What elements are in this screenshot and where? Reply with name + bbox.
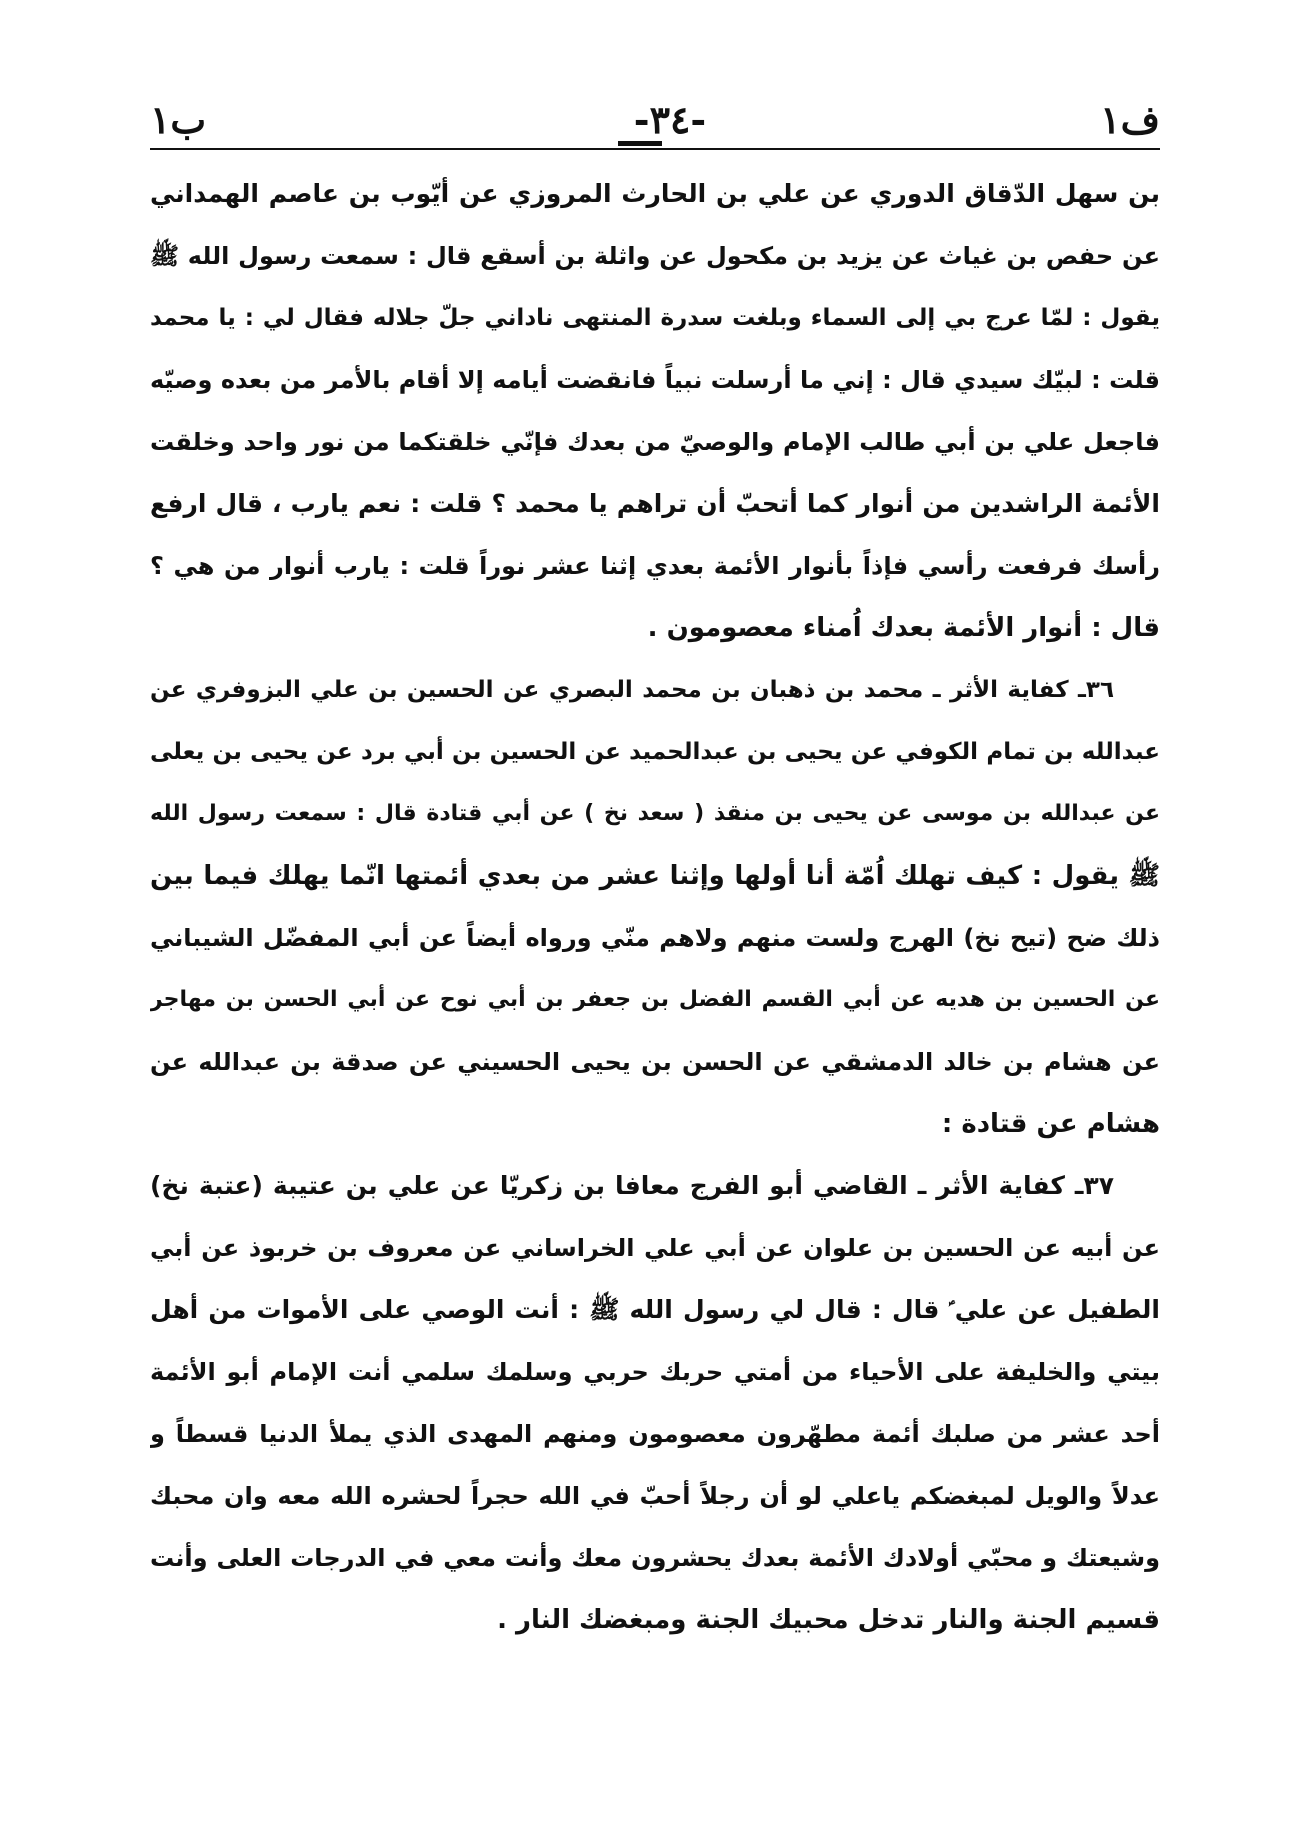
text-line: عبدالله بن تمام الكوفي عن يحيى بن عبدالحميد عن الحسين بن أبي برد عن يحيى بن يعلى — [150, 739, 1160, 765]
text-line: هشام عن قتادة : — [941, 1109, 1160, 1139]
text-line: وشيعتك و محبّي أولادك الأئمة بعدك يحشرون معك وأنت معي في الدرجات العلى وأنت — [150, 1544, 1160, 1572]
header-rule — [150, 148, 1160, 150]
text-line: أحد عشر من صلبك أئمة مطهّرون معصومون ومنهم المهدى الذي يملأ الدنيا قسطاً و — [150, 1420, 1160, 1448]
text-line: قال : أنوار الأئمة بعدك اُمناء معصومون . — [647, 613, 1160, 643]
header-rule-mark — [618, 141, 662, 146]
text-line: فاجعل علي بن أبي طالب الإمام والوصيّ من بعدك فإنّي خلقتكما من نور واحد وخلقت — [150, 428, 1160, 456]
text-line: الطفيل عن علي ؑ قال : قال لي رسول الله ﷺ : أنت الوصي على الأموات من أهل — [150, 1295, 1160, 1324]
text-line: قلت : لبيّك سيدي قال : إني ما أرسلت نبياً فانقضت أيامه إلا أقام بالأمر من بعده وصيّه — [150, 366, 1160, 394]
text-line: ﷺ يقول : كيف تهلك اُمّة أنا أولها وإثنا عشر من بعدي أئمتها انّما يهلك فيما بين — [150, 861, 1160, 891]
page-number: -٣٤- — [633, 97, 707, 142]
text-line: قسيم الجنة والنار تدخل محبيك الجنة ومبغضك النار . — [497, 1605, 1160, 1635]
text-line: ٣٦ـ كفاية الأثر ـ محمد بن ذهبان بن محمد البصري عن الحسين بن علي البزوفري عن — [150, 677, 1114, 703]
text-line: بن سهل الدّقاق الدوري عن علي بن الحارث المروزي عن أيّوب بن عاصم الهمداني — [150, 179, 1160, 208]
header-folio-left: ب١ — [150, 97, 207, 142]
text-line: رأسك فرفعت رأسي فإذاً بأنوار الأئمة بعدي إثنا عشر نوراً قلت : يارب أنوار من هي ؟ — [150, 552, 1160, 580]
text-line: عن أبيه عن الحسين بن علوان عن أبي علي الخراساني عن معروف بن خربوذ عن أبي — [150, 1234, 1160, 1262]
text-line: بيتي والخليفة على الأحياء من أمتي حربك حربي وسلمك سلمي أنت الإمام أبو الأئمة — [150, 1358, 1160, 1386]
text-line: عن حفص بن غياث عن يزيد بن مكحول عن واثلة بن أسقع قال : سمعت رسول الله ﷺ — [150, 242, 1160, 270]
text-line: الأئمة الراشدين من أنوار كما أتحبّ أن تراهم يا محمد ؟ قلت : نعم يارب ، قال ارفع — [150, 489, 1160, 518]
text-body — [150, 163, 1160, 1651]
text-line: يقول : لمّا عرج بي إلى السماء وبلغت سدرة المنتهى ناداني جلّ جلاله فقال لي : يا محمد — [150, 305, 1160, 331]
text-line: ٣٧ـ كفاية الأثر ـ القاضي أبو الفرج معافا بن زكريّا عن علي بن عتيبة (عتبة نخ) — [150, 1171, 1114, 1200]
text-line: عن هشام بن خالد الدمشقي عن الحسن بن يحيى الحسيني عن صدقة بن عبدالله عن — [150, 1048, 1160, 1076]
text-line: عدلاً والويل لمبغضكم ياعلي لو أن رجلاً أحبّ في الله حجراً لحشره الله معه وان محبك — [150, 1482, 1160, 1510]
text-line: ذلك ضح (تيح نخ) الهرج ولست منهم ولاهم منّي ورواه أيضاً عن أبي المفضّل الشيباني — [150, 924, 1160, 952]
text-line: عن عبدالله بن موسى عن يحيى بن منقذ ( سعد نخ ) عن أبي قتادة قال : سمعت رسول الله — [150, 801, 1160, 826]
text-line: عن الحسين بن هديه عن أبي القسم الفضل بن جعفر بن أبي نوح عن أبي الحسن بن مهاجر — [150, 987, 1160, 1012]
header-folio-right: ف١ — [1100, 97, 1160, 142]
